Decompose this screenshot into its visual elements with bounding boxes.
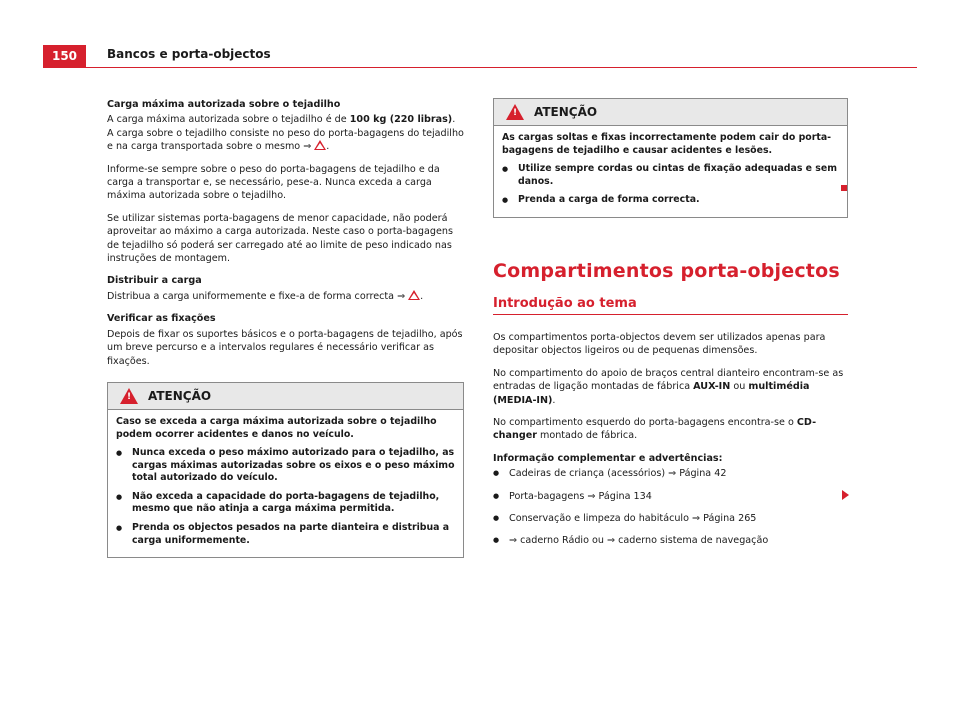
info-heading: Informação complementar e advertências:	[493, 452, 723, 464]
section-end-marker-icon	[841, 185, 847, 191]
warning-title: ATENÇÃO	[534, 105, 598, 119]
warning-icon: !	[506, 104, 524, 120]
subheading-max-load: Carga máxima autorizada sobre o tejadilho	[107, 99, 341, 110]
page-header-title: Bancos e porta-objectos	[107, 47, 271, 61]
subsection-rule	[493, 314, 848, 315]
paragraph-weigh-load: Informe-se sempre sobre o peso do porta-bagagens de tejadilho e da carga a transportar e, se necessário, pese-a. Nunca exceda a carga máxima autorizada sobre o tejadilho.	[107, 163, 440, 202]
left-column	[107, 98, 464, 558]
warning-icon: !	[120, 388, 138, 404]
warning-bullet: ● Não exceda a capacidade do porta-bagagens de tejadilho, mesmo que não atinja a carga máxima permitida.	[116, 491, 455, 516]
warning-intro: Caso se exceda a carga máxima autorizada sobre o tejadilho podem ocorrer acidentes e danos no veículo.	[116, 415, 437, 440]
paragraph-cd-changer: No compartimento esquerdo do porta-bagagens encontra-se o CD-changer montado de fábrica.	[493, 417, 817, 442]
warning-header	[108, 383, 463, 410]
right-column	[493, 98, 848, 557]
warning-body	[108, 410, 463, 557]
warning-box-loose-cargo	[493, 98, 848, 218]
cd-changer-label: CD-changer	[493, 417, 817, 442]
info-link-interior-care[interactable]: ● Conservação e limpeza do habitáculo ⇒ Página 265	[493, 512, 848, 525]
warning-title: ATENÇÃO	[148, 388, 212, 403]
paragraph-max-load: A carga máxima autorizada sobre o tejadilho é de 100 kg (220 libras). A carga sobre o tejadilho consiste no peso do porta-bagagens do tejadilho e na carga transportada sobre o mesmo ⇒ .	[107, 114, 464, 153]
warning-header	[494, 99, 847, 126]
subsection-title: Introdução ao tema	[493, 295, 637, 311]
subheading-check-fixings: Verificar as fixações	[107, 313, 216, 325]
warning-bullet: ● Nunca exceda o peso máximo autorizado para o tejadilho, as cargas máximas autorizadas sobre os eixos e o peso máximo total autorizado do veículo.	[116, 447, 455, 485]
warning-bullet: ● Utilize sempre cordas ou cintas de fixação adequadas e sem danos.	[502, 163, 839, 188]
continue-arrow-icon	[842, 490, 849, 500]
paragraph-check-fixings: Depois de fixar os suportes básicos e o porta-bagagens de tejadilho, após um breve percurso e a intervalos regulares é necessário verificar as fixações.	[107, 328, 463, 367]
warning-intro: As cargas soltas e fixas incorrectamente podem cair do porta-bagagens de tejadilho e causar acidentes e lesões.	[502, 132, 832, 156]
warning-triangle-icon[interactable]	[408, 290, 420, 300]
subheading-distribute-load: Distribuir a carga	[107, 275, 202, 287]
header-rule	[43, 67, 917, 68]
warning-box-roof-load	[107, 382, 464, 558]
info-link-child-seats[interactable]: ● Cadeiras de criança (acessórios) ⇒ Página 42	[493, 467, 848, 480]
warning-bullet: ● Prenda a carga de forma correcta.	[502, 194, 839, 207]
warning-body	[494, 126, 847, 217]
warning-bullet: ● Prenda os objectos pesados na parte dianteira e distribua a carga uniformemente.	[116, 522, 455, 547]
paragraph-intro: Os compartimentos porta-objectos devem ser utilizados apenas para depositar objectos ligeiros ou de pequenas dimensões.	[493, 331, 826, 357]
info-link-luggage-rack[interactable]: ● Porta-bagagens ⇒ Página 134	[493, 490, 848, 503]
paragraph-smaller-systems: Se utilizar sistemas porta-bagagens de menor capacidade, não poderá aproveitar ao máximo a carga autorizada. Neste caso o porta-bagagens de tejadilho só poderá ser carregado até ao limite de peso indicado nas instruções de montagem.	[107, 212, 453, 265]
section-title: Compartimentos porta-objectos	[493, 259, 840, 282]
aux-in-label: AUX-IN	[693, 381, 731, 393]
max-load-value: 100 kg (220 libras)	[349, 114, 453, 126]
paragraph-armrest: No compartimento do apoio de braços central dianteiro encontram-se as entradas de ligação montadas de fábrica AUX-IN ou multimédia (MEDIA-IN).	[493, 367, 844, 406]
warning-triangle-icon[interactable]	[314, 140, 326, 150]
media-in-label: multimédia (MEDIA-IN)	[493, 381, 810, 406]
info-link-radio-navigation[interactable]: ● ⇒ caderno Rádio ou ⇒ caderno sistema de navegação	[493, 534, 848, 547]
paragraph-distribute-load: Distribua a carga uniformemente e fixe-a de forma correcta ⇒ .	[107, 290, 424, 302]
page-number: 150	[43, 45, 86, 67]
